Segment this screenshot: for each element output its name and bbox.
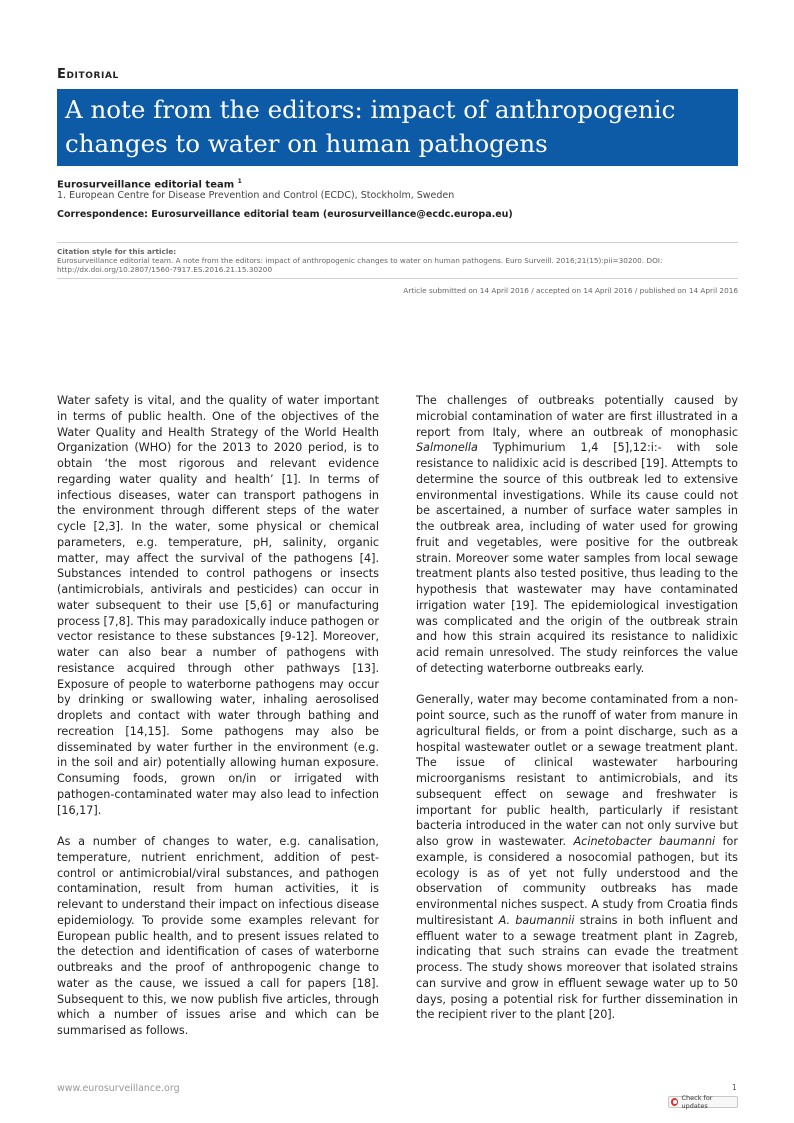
title-banner <box>57 89 738 166</box>
paragraph <box>416 393 738 677</box>
body-column-right <box>416 393 738 1039</box>
citation-text: Eurosurveillance editorial team. A note from the editors: impact of anthropogenic changes to water on human pathogens. Euro Surveill. 2016;21(15):pii=30200. DOI: http://dx.doi.org/10.2807/1560-7917.ES.2016.21.15.30200 <box>57 256 663 275</box>
correspondence: Correspondence: Eurosurveillance editorial team (eurosurveillance@ecdc.europa.eu) <box>57 209 513 220</box>
body-column-left <box>57 393 379 1055</box>
check-updates-button[interactable] <box>668 1096 738 1108</box>
paragraph <box>416 692 738 1023</box>
citation-heading: Citation style for this article: <box>57 247 177 256</box>
article-title: A note from the editors: impact of anthropogenic changes to water on human pathogens <box>65 95 676 158</box>
author-name: Eurosurveillance editorial team <box>57 179 235 191</box>
text-run: strains in both influent and effluent water to a sewage treatment plant in Zagreb, indicating that such strains can evade the treatment process. The study shows moreover that isolated strains can survive and grow in effluent sewage water up to 50 days, posing a potential risk for further dissemination in the recipient river to the plant [20]. <box>416 913 738 1022</box>
divider <box>57 242 738 243</box>
text-run: Generally, water may become contaminated from a non-point source, such as the runoff of water from manure in agricultural fields, or from a point discharge, such as a hospital wastewater outlet or a sewage treatment plant. The issue of clinical wastewater harbouring microorganisms resistant to antimicrobials, and its subsequent effect on sewage and freshwater is important for public health, particularly if resistant bacteria introduced in the water can not only survive but also grow in wastewater. <box>416 693 738 848</box>
section-label: Editorial <box>57 67 119 82</box>
check-updates-icon <box>671 1098 678 1106</box>
author-line <box>57 178 242 190</box>
italic-run: Acinetobacter baumanni <box>573 835 716 848</box>
italic-run: Salmonella <box>416 441 478 455</box>
affiliation: 1. European Centre for Disease Prevention and Control (ECDC), Stockholm, Sweden <box>57 190 455 201</box>
text-run: The challenges of outbreaks potentially caused by microbial contamination of water are first illustrated in a report from Italy, where an outbreak of monophasic <box>416 394 738 439</box>
text-run: for example, is considered a nosocomial pathogen, but its ecology is as of yet not fully understood and the observation of community outbreaks has made environmental niches suspect. A study from Croatia finds multiresistant <box>416 835 738 927</box>
check-updates-label: Check for updates <box>681 1094 713 1110</box>
author-affiliation-mark: 1 <box>237 178 242 185</box>
text-run: Typhimurium 1,4 [5],12:i:- with sole resistance to nalidixic acid is described [19]. Attempts to determine the source of this outbreak led to extensive environmental investigations. While its cause could not be ascertained, a number of surface water samples in the outbreak area, including of water used for growing fruit and vegetables, were positive for the outbreak strain. Moreover some water samples from local sewage treatment plants also tested positive, thus leading to the hypothesis that wastewater may have contaminated irrigation water [19]. The epidemiological investigation was complicated and the origin of the outbreak strain and how this strain acquired its resistance to nalidixic acid remain unresolved. The study reinforces the value of detecting waterborne outbreaks early. <box>416 441 738 675</box>
paragraph: As a number of changes to water, e.g. canalisation, temperature, nutrient enrichment, addition of pest-control or antimicrobial/viral substances, and pathogen contamination, result from human activities, it is relevant to understand their impact on infectious disease epidemiology. To provide some examples relevant for European public health, and to present issues related to the detection and identification of cases of waterborne outbreaks and the proof of anthropogenic change to water as the cause, we issued a call for papers [18]. Subsequent to this, we now publish five articles, through which a number of issues arise and which can be summarised as follows. <box>57 835 379 1037</box>
italic-run: A. baumannii <box>498 913 575 927</box>
divider <box>57 278 738 279</box>
article-dates: Article submitted on 14 April 2016 / accepted on 14 April 2016 / published on 14 April 2016 <box>403 286 738 295</box>
footer-url-link[interactable]: www.eurosurveillance.org <box>57 1083 180 1094</box>
paragraph: Water safety is vital, and the quality of water important in terms of public health. One of the objectives of the Water Quality and Health Strategy of the World Health Organization (WHO) for the 2013 to 2020 period, is to obtain ‘the most rigorous and relevant evidence regarding water quality and health’ [1]. In terms of infectious diseases, water can transport pathogens in the environment through different steps of the water cycle [2,3]. In the water, some physical or chemical parameters, e.g. temperature, pH, salinity, organic matter, may affect the survival of the pathogens [4]. Substances intended to control pathogens or insects (antimicrobials, antivirals and pesticides) can occur in water subsequent to their use [5,6] or manufacturing process [7,8]. This may paradoxically induce pathogen or vector resistance to these substances [9-12]. Moreover, water can also bear a number of pathogens with resistance acquired through other pathways [13]. Exposure of people to waterborne pathogens may occur by drinking or swallowing water, inhaling aerosolised droplets and contact with water through bathing and recreation [14,15]. Some pathogens may also be disseminated by water further in the environment (e.g. in the soil and air) potentially allowing human exposure. Consuming foods, grown on/in or irrigated with pathogen-contaminated water may also lead to infection [16,17]. <box>57 394 380 817</box>
page-number: 1 <box>732 1083 737 1092</box>
